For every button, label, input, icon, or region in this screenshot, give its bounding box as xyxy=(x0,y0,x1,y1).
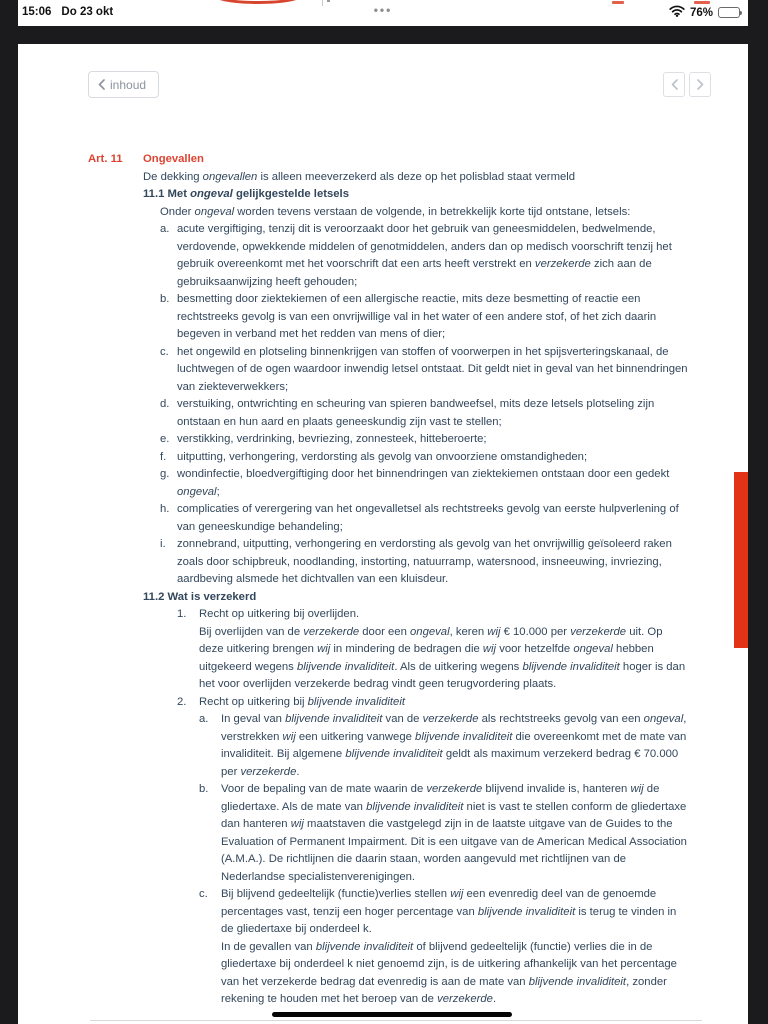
document-content xyxy=(88,151,708,1009)
document-page xyxy=(18,44,748,1024)
back-button-label: inhoud xyxy=(110,77,147,92)
wifi-icon xyxy=(669,5,685,20)
avero-logo-swoosh xyxy=(210,0,306,4)
list-marker: a. xyxy=(160,223,170,235)
list-text: verstikking, verdrinking, bevriezing, zonnesteek, hitteberoerte; xyxy=(177,433,487,445)
item-title: Recht op uitkering bij overlijden. xyxy=(199,608,360,620)
sub-item-c xyxy=(199,886,688,1009)
list-marker: c. xyxy=(160,345,169,358)
list-text: uitputting, verhongering, verdorsting als gevolg van onvoorziene omstandigheden; xyxy=(177,450,588,463)
list-marker: b. xyxy=(199,783,209,795)
battery-tip xyxy=(740,11,742,15)
section-11-2-heading: 11.2 Wat is verzekerd xyxy=(143,590,257,603)
list-marker: g. xyxy=(160,468,170,480)
status-time: 15:06 xyxy=(22,6,52,18)
list-marker: 1. xyxy=(177,608,187,620)
item-body: Bij overlijden van de verzekerde door een ongeval, keren wij € 10.000 per verzekerde uit. Op deze uitkering brengen wij in mindering de bedragen die wij voor hetzelfde ongeval hebben uitgekeerd wegens blijvende invaliditeit. Als de uitkering wegens blijvende invaliditeit hoger is dan het voor overlijden verzekerde bedrag vindt geen terugvordering plaats. xyxy=(199,625,686,690)
list-item-d xyxy=(160,396,688,431)
previous-page-button[interactable] xyxy=(663,72,685,97)
logo-divider xyxy=(322,0,323,6)
list-marker: b. xyxy=(160,293,170,305)
back-to-contents-button[interactable] xyxy=(88,71,159,98)
bottom-divider-line xyxy=(90,1020,702,1021)
chevron-right-icon xyxy=(697,79,704,90)
article-number: Art. 11 xyxy=(88,153,123,165)
item-title: Recht op uitkering bij blijvende invaliditeit xyxy=(199,695,405,708)
list-text: In geval van blijvende invaliditeit van de verzekerde als rechtstreeks gevolg van een ongeval, verstrekken wij een uitkering vanwege blijvende invaliditeit die overeenkomt met de mate van invaliditeit. Bij algemene blijvende invaliditeit geldt als maximum verzekerd bedrag € 70.000 per verzekerde. xyxy=(221,713,687,778)
list-marker: c. xyxy=(199,888,208,900)
article-intro: De dekking ongevallen is alleen meeverzekerd als deze op het polisblad staat vermeld xyxy=(143,170,576,183)
numbered-item-2 xyxy=(177,694,688,1009)
logo-subtext xyxy=(327,0,330,2)
scroll-position-tab[interactable] xyxy=(734,472,748,648)
chevron-left-icon xyxy=(671,79,678,90)
article-title: Ongevallen xyxy=(143,153,204,165)
sub-item-b xyxy=(199,781,688,886)
article-heading xyxy=(88,151,708,169)
status-date: Do 23 okt xyxy=(61,6,114,18)
battery-icon xyxy=(718,7,740,18)
chevron-left-icon xyxy=(98,79,105,90)
list-text: verstuiking, ontwrichting en scheuring van spieren bandweefsel, mits deze letsels plotseling zijn ontstaan en hun aard en plaats geneeskundig zijn vast te stellen; xyxy=(177,398,655,428)
avero-logo-partial xyxy=(210,0,330,8)
sub-letter-list xyxy=(199,711,688,1009)
list-text: Voor de bepaling van de mate waarin de verzekerde blijvend invalide is, hanteren wij de gliedertaxe. Als de mate van blijvende invaliditeit niet is vast te stellen conform de gliedertaxe dan hanteren wij maatstaven die vastgelegd zijn in de laatste uitgave van de Guides to the Evaluation of Permanent Impairment. Dit is een uitgave van de American Medical Association (A.M.A.). De richtlijnen die daarin staan, worden aangevuld met richtlijnen van de Nederlandse specialistenverenigingen. xyxy=(221,783,687,883)
list-item-f xyxy=(160,449,688,467)
status-right xyxy=(669,5,740,20)
numbered-item-1 xyxy=(177,606,688,694)
list-item-b xyxy=(160,291,688,344)
article-body xyxy=(143,169,688,1009)
list-text: zonnebrand, uitputting, verhongering en verdorsting als gevolg van het onvrijwillig geïsoleerd raken zoals door schipbreuk, noodlanding, instorting, natuurramp, watersnood, insneeuwing, invriezing, aardbeving alsmede het dichtvallen van een kluisdeur. xyxy=(177,538,672,585)
battery-percent: 76% xyxy=(689,6,713,19)
list-item-e xyxy=(160,431,688,449)
list-item-h xyxy=(160,501,688,536)
list-marker: 2. xyxy=(177,695,187,708)
status-left xyxy=(22,6,113,18)
list-text: complicaties of verergering van het ongevalletsel als rechtstreeks gevolg van eerste hulpverlening of van geneeskundige behandeling; xyxy=(177,503,679,533)
list-marker: e. xyxy=(160,433,170,445)
home-indicator[interactable] xyxy=(272,1012,512,1017)
multitasking-dots-icon[interactable]: ••• xyxy=(373,3,393,17)
numbered-list xyxy=(177,606,688,1009)
list-marker: a. xyxy=(199,713,209,725)
list-text: besmetting door ziektekiemen of een allergische reactie, mits deze besmetting of reactie een rechtstreeks gevolg is van een onvrijwillige val in het water of een andere stof, of het zich daarin begeven in verband met het redden van mens of dier; xyxy=(177,293,657,340)
background-page-red-fragment xyxy=(694,1,710,4)
list-text: het ongewild en plotseling binnenkrijgen van stoffen of voorwerpen in het spijsverteringskanaal, de luchtwegen of de ogen waardoor inwendig letsel ontstaat. Dit geldt niet in geval van het binnendringen van ziekteverwekkers; xyxy=(177,345,688,393)
section-11-1-lead: Onder ongeval worden tevens verstaan de volgende, in betrekkelijk korte tijd ontstane, letsels: xyxy=(160,205,631,218)
list-item-g xyxy=(160,466,688,501)
section-11-1-heading: 11.1 Met ongeval gelijkgestelde letsels xyxy=(143,188,349,200)
sub-item-c-paragraph-2: In de gevallen van blijvende invaliditeit of blijvend gedeeltelijk (functie) verlies die in de gliedertaxe bij onderdeel k niet genoemd zijn, is de uitkering afhankelijk van het percentage van het verzekerde bedrag dat evenredig is aan de mate van blijvende invaliditeit, zonder rekening te houden met het beroep van de verzekerde. xyxy=(221,940,677,1005)
list-text xyxy=(221,886,688,1009)
sub-item-c-paragraph-1: Bij blijvend gedeeltelijk (functie)verlies stellen wij een evenredig deel van de genoemde percentages vast, tenzij een hoger percentage van blijvende invaliditeit is terug te vinden in de gliedertaxe bij onderdeel k. xyxy=(221,888,677,935)
list-marker: h. xyxy=(160,503,170,515)
list-marker: i. xyxy=(160,538,166,550)
list-text: acute vergiftiging, tenzij dit is veroorzaakt door het gebruik van geneesmiddelen, bedwelmende, verdovende, opwekkende middelen of genotmiddelen, anders dan op medisch voorschrift tenzij het gebruik overeenkomt met het voorschrift dat een arts heeft verstrekt en verzekerde zich aan de gebruiksaanwijzing heeft gehouden; xyxy=(177,223,672,288)
background-page-red-fragment xyxy=(612,1,624,4)
list-item-i xyxy=(160,536,688,589)
list-item-a xyxy=(160,221,688,291)
sub-item-a xyxy=(199,711,688,781)
list-item-c xyxy=(160,344,688,397)
list-text: wondinfectie, bloedvergiftiging door het binnendringen van ziektekiemen ontstaan door een gedekt ongeval; xyxy=(177,468,670,498)
letter-list xyxy=(160,221,688,589)
status-bar xyxy=(18,0,748,26)
list-marker: d. xyxy=(160,398,170,410)
list-marker: f. xyxy=(160,450,167,463)
next-page-button[interactable] xyxy=(689,72,711,97)
